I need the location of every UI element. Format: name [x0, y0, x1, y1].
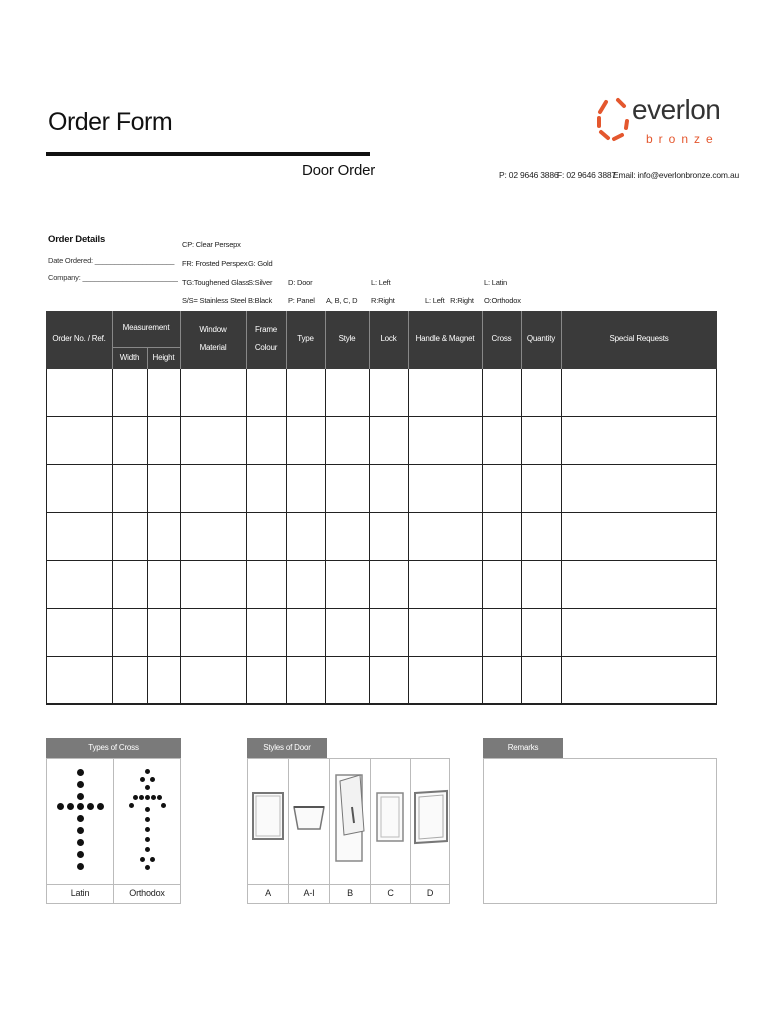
key-colour-gold: G: Gold	[248, 259, 273, 268]
col-special-requests: Special Requests	[609, 334, 669, 343]
key-colour-silver: S:Silver	[248, 278, 273, 287]
styles-of-door-panel	[247, 758, 450, 904]
door-label-a-i: A-I	[303, 888, 315, 898]
key-type-door: D: Door	[288, 278, 313, 287]
table-row[interactable]	[46, 608, 717, 609]
col-window-1: Window	[199, 325, 227, 334]
key-style: A, B, C, D	[326, 296, 358, 305]
key-material-fr: FR: Frosted Perspex	[182, 259, 248, 268]
types-of-cross-panel	[46, 758, 181, 904]
cross-label-latin: Latin	[70, 888, 90, 898]
door-label-a: A	[265, 888, 271, 898]
remarks-heading: Remarks	[483, 738, 563, 758]
door-style-a-icon	[251, 791, 285, 841]
col-quantity: Quantity	[526, 334, 556, 343]
key-lock-right: R:Right	[371, 296, 395, 305]
col-cross: Cross	[491, 334, 512, 343]
col-width: Width	[119, 353, 140, 362]
table-row[interactable]	[46, 656, 717, 657]
key-colour-black: B:Black	[248, 296, 273, 305]
page-title: Order Form	[48, 108, 173, 136]
table-row[interactable]	[46, 703, 717, 705]
table-row[interactable]	[46, 416, 717, 417]
date-ordered-field[interactable]: Date Ordered: ____________________	[48, 256, 175, 265]
key-cross-latin: L: Latin	[484, 278, 508, 287]
company-field[interactable]: Company: ________________________	[48, 273, 178, 282]
form-subtitle: Door Order	[302, 162, 376, 179]
door-label-c: C	[387, 888, 394, 898]
col-frame-2: Colour	[254, 343, 278, 352]
styles-of-door-heading: Styles of Door	[247, 738, 327, 758]
key-material-ss: S/S= Stainless Steel	[182, 296, 247, 305]
cross-label-orthodox: Orthodox	[129, 888, 165, 898]
logo-wordmark: everlon	[632, 94, 721, 125]
col-frame-1: Frame	[254, 325, 278, 334]
door-style-c-icon	[374, 791, 406, 843]
logo-subword: bronze	[646, 132, 719, 146]
key-handle: L: Left R:Right	[425, 296, 474, 305]
remarks-field[interactable]	[483, 758, 717, 904]
contact-fax: F: 02 9646 3887	[557, 170, 616, 180]
door-label-d: D	[426, 888, 434, 898]
key-material-tg: TG:Toughened Glass	[182, 278, 250, 287]
col-type: Type	[297, 334, 314, 343]
orthodox-cross-icon	[123, 767, 173, 877]
col-measurement: Measurement	[122, 323, 170, 332]
key-cross-orthodox: O:Orthodox	[484, 296, 521, 305]
key-type-panel: P: Panel	[288, 296, 315, 305]
order-table-header	[46, 311, 717, 369]
col-order-ref: Order No. / Ref.	[52, 334, 106, 343]
door-style-a-i-icon	[292, 803, 326, 831]
order-table-body[interactable]	[46, 369, 717, 704]
contact-email: Email: info@everlonbronze.com.au	[613, 170, 740, 180]
door-label-b: B	[347, 888, 353, 898]
col-height: Height	[152, 353, 175, 362]
door-style-b-icon	[332, 771, 368, 865]
contact-phone: P: 02 9646 3886	[499, 170, 559, 180]
door-style-d-icon	[413, 789, 449, 845]
col-handle-magnet: Handle & Magnet	[415, 334, 475, 343]
order-details-heading: Order Details	[48, 234, 106, 245]
everlon-logo-icon	[596, 96, 630, 142]
table-row[interactable]	[46, 464, 717, 465]
key-lock-left: L: Left	[371, 278, 391, 287]
table-row[interactable]	[46, 512, 717, 513]
col-window-2: Material	[199, 343, 227, 352]
types-of-cross-heading: Types of Cross	[46, 738, 181, 758]
latin-cross-icon	[55, 767, 105, 877]
title-rule	[46, 152, 370, 156]
col-style: Style	[338, 334, 356, 343]
table-row[interactable]	[46, 560, 717, 561]
col-lock: Lock	[380, 334, 397, 343]
key-material-cp: CP: Clear Persepx	[182, 240, 241, 249]
